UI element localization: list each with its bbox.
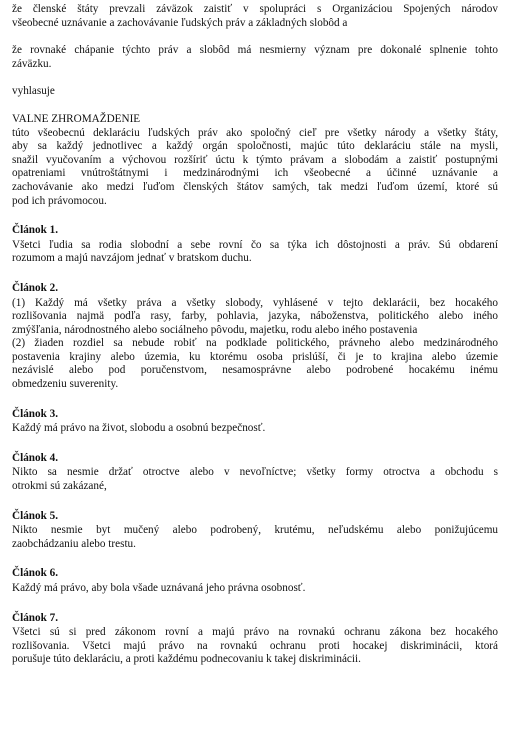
article-6 [12,567,498,595]
text-line: postavenia krajiny alebo územia, ku ktorému osoba prislúší, či je to krajina alebo územie [12,350,498,363]
article-heading: Článok 6. [12,567,59,580]
article-body [12,422,498,436]
text-line: zmýšľania, národnostného alebo sociálneho pôvodu, majetku, rodu alebo iného postavenia [12,323,418,336]
text-line: Každý má právo, aby bola všade uznávaná jeho právna osobnosť. [12,582,306,594]
preamble-paragraph-1 [12,3,498,30]
text-line: porušuje túto deklaráciu, a proti každému podnecovaniu k takej diskriminácii. [12,653,361,666]
text-line: že rovnaké chápanie týchto práv a slobôd má nesmierny význam pre dokonalé splnenie tohto [12,44,498,57]
preamble-paragraph-3 [12,127,498,209]
article-4 [12,452,498,494]
text-line: obmedzeniu suverenity. [12,378,119,391]
article-body [12,626,498,667]
text-line: záväzku. [12,57,52,70]
text-line: Všetci sú si pred zákonom rovní a majú právo na rovnakú ochranu zákona bez hocakého [12,626,498,639]
article-heading: Článok 4. [12,451,59,464]
preamble-paragraph-2 [12,44,498,71]
text-line: otrokmi sú zakázané, [12,480,107,493]
text-line: (2) žiaden rozdiel sa nebude robiť na podklade politického, právneho alebo medzinárodného [12,337,498,350]
article-heading: Článok 1. [12,224,59,237]
text-line: že členské štáty prevzali záväzok zaistiť v spolupráci s Organizáciou Spojených národov [12,3,498,15]
text-line: snažil vyučovaním a výchovou rozšíriť úctu k týmto právam a slobodám a zaistiť postupnými [12,153,498,166]
text-line: rozlišovania. Všetci majú právo na rovnakú ochranu proti hocakej diskriminácii, ktorá [12,639,498,652]
article-body [12,297,498,392]
article-3 [12,408,498,436]
article-1 [12,224,498,266]
article-body [12,524,498,551]
article-body [12,466,498,493]
text-line: pod ich právomocou. [12,194,107,207]
text-line: Všetci ľudia sa rodia slobodní a sebe rovní čo sa týka ich dôstojnosti a práv. Sú obdarení [12,238,498,251]
text-line: Každý má právo na život, slobodu a osobnú bezpečnosť. [12,422,266,435]
text-line: Nikto sa nesmie držať otroctve alebo v nevoľníctve; všetky formy otroctva a obchodu s [12,466,498,479]
article-7 [12,612,498,667]
text-line: rozlišovania najmä podľa rasy, farby, pohlavia, jazyka, náboženstva, politického alebo iného [12,310,498,323]
article-body [12,582,498,596]
text-line: Nikto nesmie byt mučený alebo podrobený, krutému, neľudskému alebo ponižujúcemu [12,524,498,537]
article-body [12,239,498,266]
text-line: rozumom a majú navzájom jednať v bratskom duchu. [12,252,252,265]
article-heading: Článok 3. [12,407,59,420]
article-2 [12,282,498,392]
text-line: všeobecné uznávanie a zachovávanie ľudských práv a základných slobôd a [12,16,348,29]
text-line: zachovávanie ako medzi ľuďom členských štátov samých, tak medzi ľuďom území, ktoré sú [12,180,498,193]
general-assembly-heading: VALNE ZHROMAŽDENIE [12,112,141,125]
text-line: (1) Každý má všetky práva a všetky slobody, vyhlásené v tejto deklarácii, bez hocakého [12,296,498,309]
text-line: túto všeobecnú deklaráciu ľudských práv ako spoločný cieľ pre všetky národy a všetky štáty, [12,126,498,139]
text-line: aby sa každý jednotlivec a každý orgán spoločnosti, majúc túto deklaráciu stále na mysli, [12,140,498,153]
article-5 [12,510,498,552]
article-heading: Článok 2. [12,281,59,294]
text-line: nezávislé alebo pod poručenstvom, nesamosprávne alebo podrobené hocakému inému [12,364,498,377]
text-line: opatreniami vnútroštátnymi i medzinárodnými ich všeobecné a účinné uznávanie a [12,167,498,180]
article-heading: Článok 5. [12,509,59,522]
article-heading: Článok 7. [12,611,59,624]
document-page [12,3,498,667]
text-line: zaobchádzaniu alebo trestu. [12,537,136,550]
proclaims-word: vyhlasuje [12,85,55,98]
